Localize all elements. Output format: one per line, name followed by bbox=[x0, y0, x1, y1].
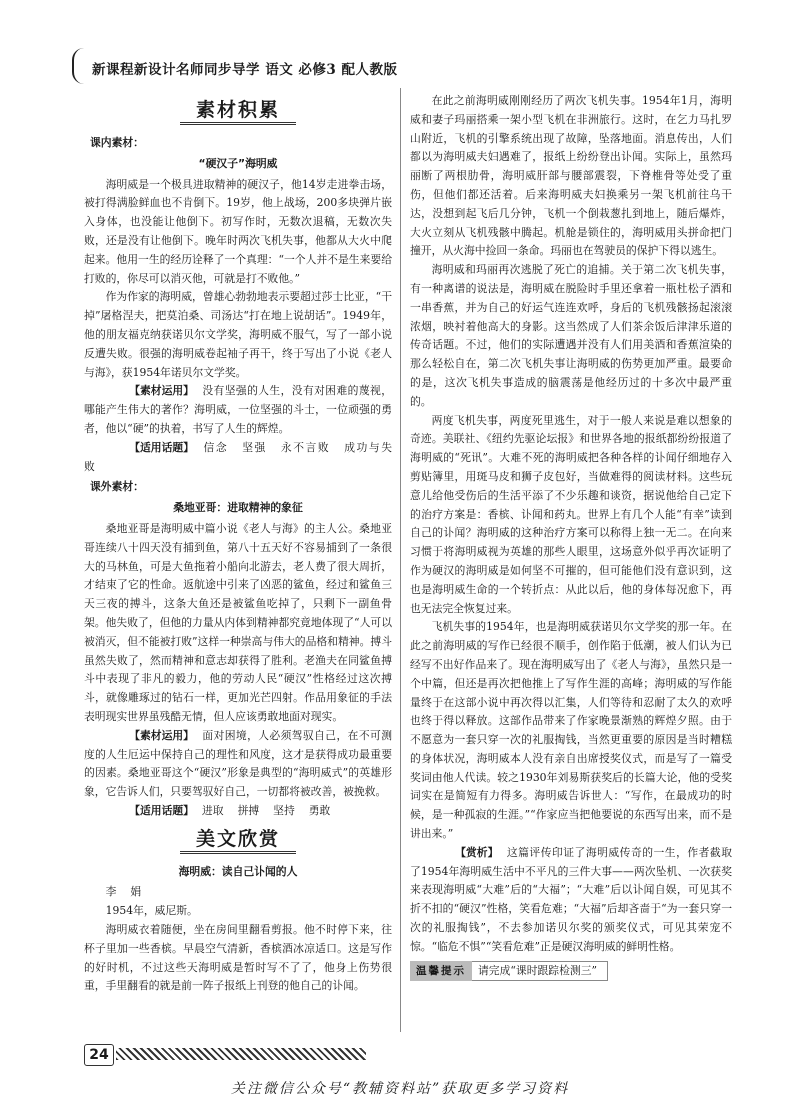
topic-keyword: 坚强 bbox=[242, 440, 267, 454]
article1-paragraph: 作为作家的海明威，曾雄心勃勃地表示要超过莎士比亚，“干掉”屠格涅夫，把莫泊桑、司汤达“打在地上说胡话”。1949年，他的朋友福克纳获诺贝尔文学奖，海明威不服气，写了一部小说反遭失败。很强的海明威卷起袖子再干，终于写出了小说《老人与海》，获1954年诺贝尔文学奖。 bbox=[84, 290, 392, 379]
topic-label: 【适用话题】 bbox=[129, 803, 194, 817]
left-column bbox=[84, 92, 392, 996]
section-banner-material bbox=[84, 92, 392, 132]
article3-author: 李娟 bbox=[105, 885, 156, 899]
reminder-box bbox=[410, 961, 732, 981]
footer-promo-text: 关注微信公众号“教辅资料站”获取更多学习资料 bbox=[230, 1081, 570, 1097]
material-use-text: 没有坚强的人生，没有对困难的蔑视，哪能产生伟大的著作？海明威，一位坚强的斗士，一位顽强的勇者，他以“硬”的执着，书写了人生的辉煌。 bbox=[84, 384, 392, 435]
subheading-extra: 课外素材： bbox=[90, 480, 144, 494]
article3-paragraph: 飞机失事的1954年，也是海明威获诺贝尔文学奖的那一年。在此之前海明威的写作已经很不顺手，创作陷于低潮，被人们认为已经写不出好作品来了。现在海明威写出了《老人与海》，虽然只是一个中篇，但还是再次把他推上了写作生涯的高峰；海明威的写作能量终于在这部小说中再次得以汇集，人们等待和忍耐了太久的欢呼也终于得以释放。这部作品带来了作家晚景渐熟的辉煌夕照。由于不愿意为一套只穿一次的礼服掏钱，当然更重要的原因是当时糟糕的身体状况，海明威本人没有亲自出席授奖仪式，而是写了一篇受奖词由他人代读。较之1930年刘易斯获奖后的长篇大论，他的受奖词实在是简短有力得多。海明威告诉世人：“写作，在最成功的时候，是一种孤寂的生涯。”“作家应当把他要说的东西写出来，而不是讲出来。” bbox=[410, 620, 732, 841]
header-curl-decoration bbox=[72, 48, 84, 84]
section-title-material: 素材积累 bbox=[180, 99, 296, 125]
topic-line-2 bbox=[84, 802, 392, 821]
review-block bbox=[410, 844, 732, 957]
topic-keyword: 拼搏 bbox=[237, 803, 260, 817]
topic-keyword: 坚持 bbox=[273, 803, 295, 817]
material-use-label: 【素材运用】 bbox=[129, 728, 194, 742]
topic-line-1 bbox=[84, 439, 392, 477]
article3-paragraph: 海明威和玛丽再次逃脱了死亡的追捕。关于第二次飞机失事，有一种离谱的说法是，海明威在脱险时手里还拿着一瓶杜松子酒和一串香蕉，并为自己的好运气连连欢呼，身后的飞机残骸扬起滚滚浓烟，映衬着他高大的身影。这当然成了人们茶余饭后津津乐道的传奇话题。不过，他们的实际遭遇并没有人们用美酒和香蕉渲染的那么轻松自在，第二次飞机失事让海明威的伤势更加严重。最要命的是，这次飞机失事造成的脑震荡是他经历过的十多次中最严重的。 bbox=[410, 263, 732, 408]
topic-keyword: 成功与失败 bbox=[84, 440, 393, 473]
topic-keyword: 勇敢 bbox=[308, 803, 331, 817]
running-header bbox=[72, 48, 772, 84]
page-footer-bar bbox=[84, 1044, 384, 1066]
review-label: 【赏析】 bbox=[455, 845, 499, 859]
article3-paragraph: 两度飞机失事，两度死里逃生，对于一般人来说是难以想象的奇迹。美联社、《纽约先驱论坛报》和世界各地的报纸都纷纷报道了海明威的“死讯”。大难不死的海明威把各种各样的讣闻仔细地存入剪贴簿里，用斑马皮和狮子皮包好，当做难得的阅读材料。这些玩意儿给他受伤后的生活平添了不少乐趣和谈资，据说他给自己定下的治疗方案是：香槟、讣闻和药丸。世界上有几个人能“有幸”读到自己的讣闻？海明威的这种治疗方案可以称得上独一无二。在向来习惯于将海明威视为英雄的那些人眼里，这场意外似乎再次证明了作为硬汉的海明威是如何坚不可摧的，但可能他们没有意识到，这也是海明威生命的一个转折点：从此以后，他的身体每况愈下，再也无法完全恢复过来。 bbox=[410, 413, 732, 615]
topic-keyword: 进取 bbox=[201, 803, 224, 817]
right-column bbox=[410, 92, 732, 981]
section-title-appreciation: 美文欣赏 bbox=[180, 828, 296, 854]
article1-title: “硬汉子”海明威 bbox=[198, 156, 278, 170]
reminder-text: 请完成“课时跟踪检测三” bbox=[472, 961, 608, 981]
header-title: 新课程新设计名师同步导学 语文 必修3 配人教版 bbox=[92, 62, 398, 78]
reminder-label: 温馨提示 bbox=[410, 961, 472, 981]
subheading-in-class: 课内素材： bbox=[90, 136, 144, 149]
topic-keyword: 信念 bbox=[201, 440, 229, 454]
material-use-2 bbox=[84, 727, 392, 802]
article2-paragraph: 桑地亚哥是海明威中篇小说《老人与海》的主人公。桑地亚哥连续八十四天没有捕到鱼，第八十五天好不容易捕到了一条很大的马林鱼，可是大鱼拖着小船向北游去，老人费了很大周折，才结束了它的性命。返航途中引来了凶恶的鲨鱼，经过和鲨鱼三天三夜的搏斗，这条大鱼还是被鲨鱼吃掉了，只剩下一副鱼骨架。他失败了，但他的力量从内体到精神都究竟地体现了“人可以被消灭，但不能被打败”这样一种崇高与伟大的品格和精神。搏斗虽然失败了，然而精神和意志却获得了胜利。老渔夫在同鲨鱼搏斗中表现了非凡的毅力，他的劳动人民“硬汉”性格经过这次搏斗，就像雕琢过的钻石一样，更加光芒四射。作品用象征的手法表明现实世界虽残酷无情，但人应该勇敢地面对现实。 bbox=[84, 521, 392, 723]
topic-label: 【适用话题】 bbox=[129, 440, 194, 454]
article3-place-date: 1954年，威尼斯。 bbox=[105, 904, 198, 918]
page-number: 24 bbox=[84, 1044, 114, 1066]
article2-title: 桑地亚哥：进取精神的象征 bbox=[173, 501, 303, 515]
article1-paragraph: 海明威是一个极具进取精神的硬汉子，他14岁走进拳击场，被打得满脸鲜血也不肯倒下。19岁，他上战场，200多块弹片嵌入身体，也没能让他倒下。初写作时，无数次退稿，无数次失败，还是没有让他倒下。晚年时两次飞机失事，他都从大火中爬起来。他用一生的经历诠释了一个真理：“一个人并不是生来要给打败的，你尽可以消灭他，可就是打不败他。” bbox=[84, 177, 392, 285]
topic-keyword: 永不言败 bbox=[280, 440, 331, 454]
article3-paragraph: 在此之前海明威刚刚经历了两次飞机失事。1954年1月，海明威和妻子玛丽搭乘一架小型飞机在非洲旅行。这时，在乞力马扎罗山附近，飞机的引擎系统出现了故障，坠落地面。消息传出，人们都以为海明威夫妇遇难了，报纸上纷纷登出讣闻。实际上，虽然玛丽断了两根肋骨，海明威肝部与腰部震裂，下脊椎骨等处受了重伤，但他们都还活着。后来海明威夫妇换乘另一架飞机前往乌干达，没想到起飞后几分钟，飞机一个倒栽葱扎到地上，随后爆炸，大火立刻从飞机残骸中腾起。机舱是锁住的，海明威用头拼命把门撞开，从火海中捡回一条命。玛丽也在驾驶员的保护下得以逃生。 bbox=[410, 94, 732, 258]
section-banner-appreciation bbox=[84, 821, 392, 861]
article3-title: 海明威：读自己讣闻的人 bbox=[178, 864, 298, 878]
material-use-1 bbox=[84, 382, 392, 438]
column-divider bbox=[400, 88, 401, 1032]
hatch-decoration bbox=[116, 1048, 366, 1060]
article3-paragraph: 海明威衣着随便，坐在房间里翻看剪报。他不时停下来，往杯子里加一些香槟。早晨空气清新，香槟酒冰凉适口。这是写作的好时机，不过这些天海明威是暂时写不了了，他身上伤势很重，手里翻看的就是前一阵子报纸上刊登的他自己的讣闻。 bbox=[84, 923, 392, 993]
review-text: 这篇评传印证了海明威传奇的一生，作者截取了1954年海明威生活中不平凡的三件大事——两次坠机、一次获奖来表现海明威“大难”后的“大福”；“大难”后以讣闻自娱，可见其不折不扣的“硬汉”性格，笑看危难；“大福”后却吝啬于“为一套只穿一次的礼服掏钱”，不去参加诺贝尔奖的颁奖仪式，可见其荣宠不惊。“临危不惧”“笑看危难”正是硬汉海明威的鲜明性格。 bbox=[410, 845, 732, 953]
material-use-label: 【素材运用】 bbox=[129, 384, 194, 398]
material-use-text: 面对困境，人必须驾驭自己，在不可测度的人生厄运中保持自己的理性和风度，这才是获得成功最重要的因素。桑地亚哥这个“硬汉”形象是典型的“海明威式”的英雄形象，它告诉人们，只要驾驭好自己，一切都将被改善，被挽救。 bbox=[84, 728, 392, 799]
